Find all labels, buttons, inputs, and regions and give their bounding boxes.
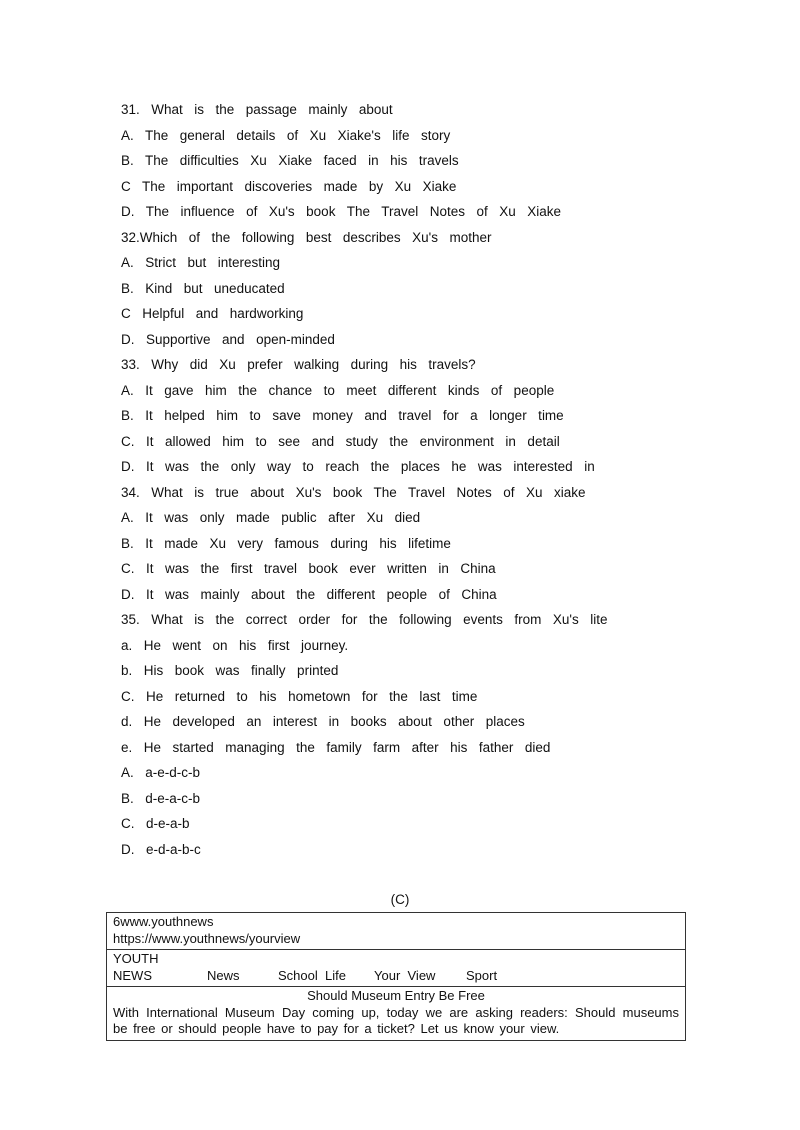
question-line: D. The influence of Xu's book The Travel Notes of Xu Xiake	[121, 204, 562, 219]
question-line: C. It was the first travel book ever written in China	[121, 561, 496, 576]
question-line: 35. What is the correct order for the following events from Xu's lite	[121, 612, 608, 627]
question-line: 33. Why did Xu prefer walking during his travels?	[121, 357, 476, 372]
question-line: 34. What is true about Xu's book The Travel Notes of Xu xiake	[121, 484, 586, 500]
question-line: B. It helped him to save money and travel for a longer time	[121, 408, 564, 423]
question-line: A. a-e-d-c-b	[121, 765, 201, 780]
article-row	[107, 987, 685, 1040]
address-row	[107, 913, 685, 950]
nav-news[interactable]: News	[207, 967, 240, 983]
article-headline: Should Museum Entry Be Free	[307, 988, 485, 1003]
brand-top: YOUTH	[113, 951, 159, 966]
brand-bottom: NEWS	[113, 967, 152, 983]
question-line: B. It made Xu very famous during his lifetime	[121, 535, 451, 551]
question-line: D. Supportive and open-minded	[121, 331, 335, 347]
nav-line	[113, 968, 679, 985]
question-line: A. Strict but interesting	[121, 255, 281, 270]
question-line: 32.Which of the following best describes Xu's mother	[121, 229, 492, 245]
question-line: e. He started managing the family farm after his father died	[121, 739, 551, 755]
nav-row	[107, 950, 685, 987]
question-line: C. It allowed him to see and study the environment in detail	[121, 433, 560, 449]
question-line: b. His book was finally printed	[121, 663, 339, 678]
question-line: D. It was mainly about the different people of China	[121, 586, 497, 602]
question-line: D. e-d-a-b-c	[121, 841, 201, 857]
question-line: C. He returned to his hometown for the last time	[121, 688, 478, 704]
question-line: B. d-e-a-c-b	[121, 790, 201, 806]
nav-school-life[interactable]: School Life	[278, 967, 346, 983]
question-line: C. d-e-a-b	[121, 816, 190, 831]
question-line: B. The difficulties Xu Xiake faced in his travels	[121, 153, 459, 168]
question-line: 31. What is the passage mainly about	[121, 102, 393, 117]
nav-your-view[interactable]: Your View	[374, 967, 436, 983]
webpage-box	[106, 912, 686, 1041]
question-line: d. He developed an interest in books about other places	[121, 714, 525, 729]
question-line: C The important discoveries made by Xu Xiake	[121, 178, 457, 194]
question-line: a. He went on his first journey.	[121, 637, 349, 653]
site-url: https://www.youthnews/yourview	[113, 930, 301, 946]
question-line: B. Kind but uneducated	[121, 280, 285, 296]
question-line: A. The general details of Xu Xiake's life story	[121, 127, 451, 143]
article-body: With International Museum Day coming up, today we are asking readers: Should museums be free or should people have to pay for a ticket? Let us know your view.	[113, 1004, 679, 1036]
section-label: (C)	[390, 892, 410, 907]
nav-sport[interactable]: Sport	[466, 967, 498, 983]
question-line: A. It gave him the chance to meet different kinds of people	[121, 382, 555, 398]
question-line: D. It was the only way to reach the places he was interested in	[121, 459, 595, 474]
question-list	[121, 100, 681, 865]
question-line: A. It was only made public after Xu died	[121, 510, 421, 525]
site-name: 6www.youthnews	[113, 914, 214, 929]
question-line: C Helpful and hardworking	[121, 306, 304, 321]
